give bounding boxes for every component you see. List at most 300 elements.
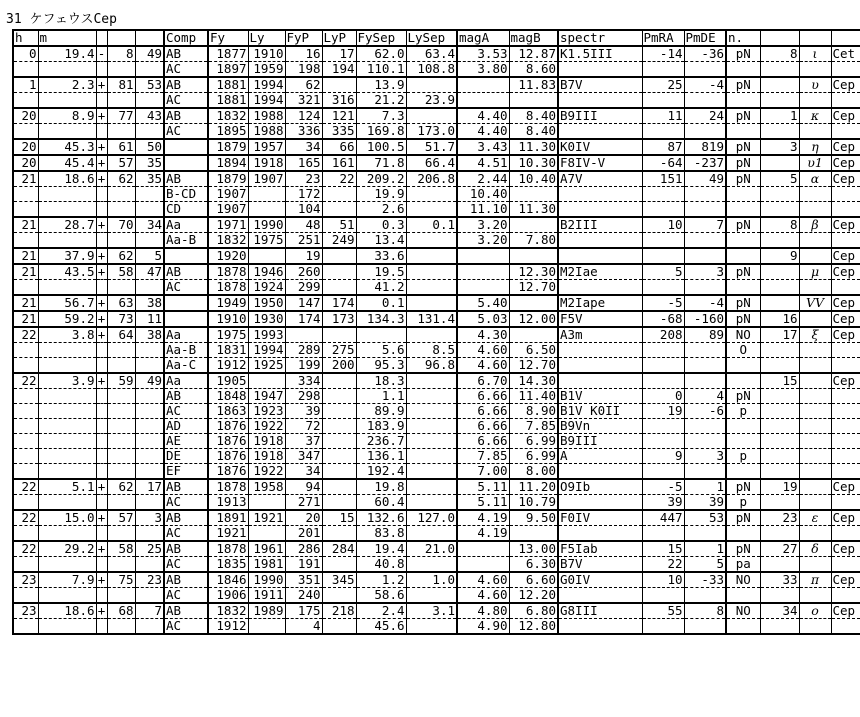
cell-col-maga: 5.11: [457, 495, 509, 511]
cell-col-m: [38, 404, 96, 419]
cell-col-constellation: Cep: [831, 510, 860, 526]
cell-col-dec-min: [135, 233, 164, 249]
cell-col-flamsteed: [760, 404, 799, 419]
cell-col-pmra: [642, 419, 684, 434]
table-row: [13, 217, 860, 233]
cell-col-magb: 8.90: [509, 404, 558, 419]
cell-col-dec-deg: [107, 187, 135, 202]
cell-col-pmra: -14: [642, 46, 684, 62]
cell-col-h: [13, 434, 38, 449]
cell-col-lyp: [322, 77, 356, 93]
cell-col-constellation: [831, 434, 860, 449]
cell-col-lysep: 63.4: [406, 46, 457, 62]
cell-col-bayer: [799, 526, 831, 542]
cell-col-dec-min: 50: [135, 139, 164, 155]
cell-col-dec-min: 38: [135, 295, 164, 311]
cell-col-magb: [509, 295, 558, 311]
cell-col-lysep: [406, 202, 457, 218]
cell-col-fyp: 251: [285, 233, 322, 249]
cell-col-notes: NO: [726, 572, 760, 588]
cell-col-comp: AB: [164, 46, 208, 62]
cell-col-fysep: 7.3: [356, 108, 406, 124]
cell-col-sign: +: [97, 327, 106, 342]
column-header-col-fyp: FyP: [285, 30, 322, 46]
cell-col-spectr: F5Iab: [558, 541, 642, 557]
cell-col-ly: 1959: [248, 62, 285, 78]
cell-col-maga: 10.40: [457, 187, 509, 202]
table-row: [13, 419, 860, 434]
cell-col-sign: +: [97, 217, 106, 232]
table-row: [13, 434, 860, 449]
cell-col-maga: 11.10: [457, 202, 509, 218]
cell-col-h: 22: [13, 510, 38, 526]
cell-col-comp: EF: [164, 464, 208, 480]
cell-col-flamsteed: [760, 389, 799, 404]
cell-col-bayer: [799, 588, 831, 604]
cell-col-lysep: 1.0: [406, 572, 457, 588]
cell-col-notes: [726, 588, 760, 604]
cell-col-dec-deg: [107, 343, 135, 358]
cell-col-comp: AB: [164, 479, 208, 495]
cell-col-bayer: μ: [799, 264, 831, 280]
cell-col-pmde: 89: [684, 327, 726, 343]
cell-col-fyp: 48: [285, 217, 322, 233]
cell-col-dec-deg: [107, 280, 135, 296]
cell-col-h: [13, 93, 38, 109]
cell-col-magb: 8.00: [509, 464, 558, 480]
cell-col-maga: 3.43: [457, 139, 509, 155]
cell-col-notes: NO: [726, 327, 760, 343]
cell-col-fyp: 147: [285, 295, 322, 311]
cell-col-lysep: [406, 464, 457, 480]
cell-col-ly: 1918: [248, 434, 285, 449]
cell-col-fysep: 21.2: [356, 93, 406, 109]
cell-col-dec-min: 35: [135, 171, 164, 187]
cell-col-dec-deg: [107, 419, 135, 434]
cell-col-h: 20: [13, 155, 38, 171]
cell-col-magb: 12.30: [509, 264, 558, 280]
cell-col-pmra: [642, 62, 684, 78]
cell-col-lyp: 15: [322, 510, 356, 526]
cell-col-magb: 12.00: [509, 311, 558, 327]
cell-col-sign: [96, 557, 107, 573]
cell-col-pmde: 3: [684, 449, 726, 464]
cell-col-spectr: F5V: [558, 311, 642, 327]
cell-col-maga: 6.66: [457, 434, 509, 449]
cell-col-sign: [96, 358, 107, 374]
cell-col-ly: 1990: [248, 217, 285, 233]
cell-col-h: 22: [13, 479, 38, 495]
column-header-col-comp: Comp: [164, 30, 208, 46]
cell-col-ly: 1993: [248, 327, 285, 343]
cell-col-spectr: [558, 233, 642, 249]
cell-col-m: [38, 434, 96, 449]
cell-col-ly: [248, 495, 285, 511]
cell-col-lysep: 66.4: [406, 155, 457, 171]
cell-col-bayer: [799, 248, 831, 264]
cell-col-maga: [457, 280, 509, 296]
cell-col-notes: pN: [726, 155, 760, 171]
cell-col-fy: 1878: [208, 479, 248, 495]
cell-col-lysep: [406, 495, 457, 511]
cell-col-constellation: [831, 358, 860, 374]
cell-col-pmra: 11: [642, 108, 684, 124]
cell-col-pmra: [642, 619, 684, 635]
cell-col-notes: [726, 124, 760, 140]
cell-col-spectr: [558, 358, 642, 374]
cell-col-notes: pN: [726, 295, 760, 311]
cell-col-flamsteed: [760, 619, 799, 635]
cell-col-pmde: 1: [684, 479, 726, 495]
cell-col-spectr: [558, 248, 642, 264]
column-header-col-h: h: [13, 30, 38, 46]
cell-col-bayer: [799, 280, 831, 296]
cell-col-lyp: 174: [322, 295, 356, 311]
cell-col-magb: 11.40: [509, 389, 558, 404]
cell-col-constellation: [831, 124, 860, 140]
cell-col-constellation: [831, 404, 860, 419]
cell-col-ly: 1975: [248, 233, 285, 249]
cell-col-constellation: [831, 557, 860, 573]
cell-col-spectr: [558, 124, 642, 140]
cell-col-magb: 6.99: [509, 449, 558, 464]
cell-col-magb: 8.40: [509, 108, 558, 124]
cell-col-comp: AB: [164, 389, 208, 404]
cell-col-pmra: 9: [642, 449, 684, 464]
cell-col-constellation: [831, 62, 860, 78]
cell-col-fysep: 33.6: [356, 248, 406, 264]
cell-col-m: [38, 62, 96, 78]
table-row: [13, 358, 860, 374]
cell-col-fyp: 347: [285, 449, 322, 464]
cell-col-fysep: 45.6: [356, 619, 406, 635]
cell-col-pmra: [642, 358, 684, 374]
cell-col-lyp: 335: [322, 124, 356, 140]
cell-col-h: 22: [13, 541, 38, 557]
cell-col-comp: AB: [164, 603, 208, 619]
cell-col-fy: 1895: [208, 124, 248, 140]
cell-col-comp: [164, 295, 208, 311]
cell-col-pmra: [642, 187, 684, 202]
table-row: [13, 311, 860, 327]
cell-col-notes: p: [726, 404, 760, 419]
cell-col-fyp: 174: [285, 311, 322, 327]
cell-col-notes: pN: [726, 541, 760, 557]
cell-col-pmra: -68: [642, 311, 684, 327]
cell-col-magb: 8.60: [509, 62, 558, 78]
cell-col-dec-deg: [107, 389, 135, 404]
cell-col-lyp: 316: [322, 93, 356, 109]
cell-col-dec-deg: [107, 404, 135, 419]
cell-col-lysep: [406, 77, 457, 93]
cell-col-spectr: [558, 93, 642, 109]
cell-col-maga: [457, 557, 509, 573]
cell-col-dec-deg: 68: [107, 603, 135, 619]
cell-col-dec-min: [135, 93, 164, 109]
cell-col-maga: 7.00: [457, 464, 509, 480]
cell-col-spectr: K1.5III: [558, 46, 642, 62]
cell-col-h: [13, 464, 38, 480]
cell-col-fyp: 20: [285, 510, 322, 526]
cell-col-fyp: 172: [285, 187, 322, 202]
cell-col-lyp: [322, 464, 356, 480]
cell-col-magb: [509, 217, 558, 233]
cell-col-comp: AC: [164, 93, 208, 109]
cell-col-flamsteed: [760, 77, 799, 93]
cell-col-spectr: [558, 373, 642, 389]
cell-col-dec-deg: 58: [107, 264, 135, 280]
cell-col-constellation: Cet: [831, 46, 860, 62]
cell-col-pmde: [684, 187, 726, 202]
column-header-col-notes: n.: [726, 30, 760, 46]
cell-col-magb: 10.79: [509, 495, 558, 511]
cell-col-fy: 1881: [208, 77, 248, 93]
cell-col-fyp: 321: [285, 93, 322, 109]
cell-col-h: [13, 419, 38, 434]
cell-col-fy: 1881: [208, 93, 248, 109]
cell-col-m: [38, 619, 96, 635]
table-row: [13, 62, 860, 78]
cell-col-fysep: 134.3: [356, 311, 406, 327]
cell-col-h: 21: [13, 295, 38, 311]
cell-col-h: [13, 280, 38, 296]
cell-col-flamsteed: 3: [760, 139, 799, 155]
cell-col-lysep: [406, 389, 457, 404]
cell-col-lyp: [322, 434, 356, 449]
cell-col-lysep: 108.8: [406, 62, 457, 78]
cell-col-dec-deg: 59: [107, 373, 135, 389]
cell-col-maga: [457, 77, 509, 93]
cell-col-lysep: 21.0: [406, 541, 457, 557]
cell-col-notes: [726, 280, 760, 296]
cell-col-fysep: 19.8: [356, 479, 406, 495]
cell-col-bayer: [799, 93, 831, 109]
cell-col-pmde: [684, 526, 726, 542]
cell-col-flamsteed: [760, 202, 799, 218]
cell-col-dec-deg: [107, 62, 135, 78]
cell-col-flamsteed: 23: [760, 510, 799, 526]
cell-col-pmra: 151: [642, 171, 684, 187]
cell-col-pmde: -237: [684, 155, 726, 171]
cell-col-magb: 6.30: [509, 557, 558, 573]
cell-col-magb: 8.40: [509, 124, 558, 140]
cell-col-lysep: [406, 434, 457, 449]
cell-col-notes: [726, 233, 760, 249]
cell-col-comp: AC: [164, 557, 208, 573]
cell-col-fyp: 104: [285, 202, 322, 218]
cell-col-dec-min: [135, 449, 164, 464]
cell-col-h: 21: [13, 217, 38, 233]
cell-col-fy: 1878: [208, 264, 248, 280]
cell-col-h: [13, 62, 38, 78]
cell-col-pmra: 10: [642, 572, 684, 588]
cell-col-ly: 1925: [248, 358, 285, 374]
column-header-col-fy: Fy: [208, 30, 248, 46]
cell-col-ly: 1958: [248, 479, 285, 495]
cell-col-sign: [96, 464, 107, 480]
cell-col-sign: [96, 280, 107, 296]
cell-col-fysep: 41.2: [356, 280, 406, 296]
column-header-col-m: m: [38, 30, 96, 46]
cell-col-pmde: [684, 248, 726, 264]
cell-col-constellation: Cep: [831, 479, 860, 495]
cell-col-constellation: [831, 93, 860, 109]
cell-col-lyp: 17: [322, 46, 356, 62]
table-row: [13, 187, 860, 202]
cell-col-fy: 1877: [208, 46, 248, 62]
cell-col-pmra: [642, 248, 684, 264]
cell-col-sign: [96, 202, 107, 218]
cell-col-m: 59.2: [38, 311, 96, 327]
cell-col-lyp: [322, 264, 356, 280]
column-header-col-spectr: spectr: [558, 30, 642, 46]
cell-col-fyp: 260: [285, 264, 322, 280]
cell-col-notes: pN: [726, 171, 760, 187]
cell-col-sign: +: [97, 108, 106, 123]
cell-col-maga: 3.80: [457, 62, 509, 78]
cell-col-magb: 7.80: [509, 233, 558, 249]
cell-col-fy: 1971: [208, 217, 248, 233]
cell-col-flamsteed: 19: [760, 479, 799, 495]
cell-col-pmde: [684, 373, 726, 389]
cell-col-pmra: -64: [642, 155, 684, 171]
cell-col-ly: 1918: [248, 449, 285, 464]
cell-col-pmra: 15: [642, 541, 684, 557]
cell-col-sign: [96, 588, 107, 604]
cell-col-maga: 4.60: [457, 572, 509, 588]
cell-col-sign: +: [97, 171, 106, 186]
cell-col-fyp: 199: [285, 358, 322, 374]
cell-col-fysep: 83.8: [356, 526, 406, 542]
cell-col-dec-min: 43: [135, 108, 164, 124]
cell-col-lysep: 3.1: [406, 603, 457, 619]
cell-col-comp: AB: [164, 77, 208, 93]
cell-col-dec-deg: 57: [107, 510, 135, 526]
cell-col-flamsteed: [760, 434, 799, 449]
cell-col-lysep: 127.0: [406, 510, 457, 526]
cell-col-comp: [164, 248, 208, 264]
cell-col-fysep: 19.5: [356, 264, 406, 280]
cell-col-sign: [96, 619, 107, 635]
cell-col-notes: [726, 373, 760, 389]
cell-col-comp: Aa: [164, 373, 208, 389]
cell-col-constellation: [831, 495, 860, 511]
cell-col-lysep: [406, 108, 457, 124]
cell-col-constellation: [831, 202, 860, 218]
cell-col-constellation: Cep: [831, 327, 860, 343]
cell-col-bayer: [799, 124, 831, 140]
cell-col-dec-deg: 61: [107, 139, 135, 155]
cell-col-sign: +: [97, 77, 106, 92]
cell-col-magb: 12.70: [509, 280, 558, 296]
cell-col-dec-min: [135, 588, 164, 604]
table-row: [13, 373, 860, 389]
cell-col-lyp: 161: [322, 155, 356, 171]
cell-col-ly: 1922: [248, 419, 285, 434]
cell-col-dec-min: 5: [135, 248, 164, 264]
cell-col-h: 21: [13, 248, 38, 264]
cell-col-bayer: υ1: [799, 155, 831, 171]
cell-col-comp: AC: [164, 124, 208, 140]
cell-col-maga: 4.60: [457, 343, 509, 358]
cell-col-fysep: 62.0: [356, 46, 406, 62]
cell-col-magb: 6.80: [509, 603, 558, 619]
cell-col-flamsteed: [760, 62, 799, 78]
cell-col-bayer: [799, 343, 831, 358]
cell-col-h: [13, 404, 38, 419]
cell-col-m: [38, 280, 96, 296]
cell-col-comp: AB: [164, 572, 208, 588]
cell-col-bayer: [799, 479, 831, 495]
cell-col-ly: [248, 373, 285, 389]
cell-col-ly: 1907: [248, 171, 285, 187]
cell-col-maga: 6.66: [457, 389, 509, 404]
cell-col-pmde: [684, 280, 726, 296]
cell-col-pmde: [684, 588, 726, 604]
column-header-col-bayer: [799, 30, 831, 46]
cell-col-fysep: 183.9: [356, 419, 406, 434]
cell-col-m: [38, 233, 96, 249]
cell-col-dec-min: [135, 62, 164, 78]
cell-col-fysep: 40.8: [356, 557, 406, 573]
cell-col-spectr: [558, 495, 642, 511]
cell-col-fy: 1921: [208, 526, 248, 542]
cell-col-dec-min: 7: [135, 603, 164, 619]
cell-col-pmde: 8: [684, 603, 726, 619]
cell-col-dec-deg: [107, 557, 135, 573]
cell-col-h: [13, 557, 38, 573]
cell-col-maga: 2.44: [457, 171, 509, 187]
cell-col-sign: [96, 389, 107, 404]
cell-col-dec-deg: [107, 124, 135, 140]
table-row: [13, 139, 860, 155]
cell-col-dec-deg: 73: [107, 311, 135, 327]
cell-col-fyp: 351: [285, 572, 322, 588]
cell-col-dec-min: [135, 526, 164, 542]
cell-col-sign: +: [97, 603, 106, 618]
cell-col-comp: CD: [164, 202, 208, 218]
cell-col-bayer: κ: [799, 108, 831, 124]
cell-col-h: [13, 358, 38, 374]
cell-col-flamsteed: [760, 93, 799, 109]
column-header-col-pmde: PmDE: [684, 30, 726, 46]
cell-col-maga: [457, 541, 509, 557]
cell-col-h: 21: [13, 264, 38, 280]
cell-col-lyp: [322, 419, 356, 434]
cell-col-fyp: 286: [285, 541, 322, 557]
cell-col-bayer: [799, 187, 831, 202]
cell-col-lysep: 131.4: [406, 311, 457, 327]
cell-col-dec-min: [135, 419, 164, 434]
cell-col-ly: 1911: [248, 588, 285, 604]
cell-col-m: [38, 124, 96, 140]
cell-col-m: [38, 419, 96, 434]
cell-col-bayer: α: [799, 171, 831, 187]
cell-col-lysep: [406, 419, 457, 434]
cell-col-lysep: [406, 280, 457, 296]
table-row: [13, 449, 860, 464]
cell-col-lyp: [322, 526, 356, 542]
cell-col-fyp: 94: [285, 479, 322, 495]
cell-col-pmde: 3: [684, 264, 726, 280]
cell-col-notes: pN: [726, 311, 760, 327]
cell-col-fyp: 23: [285, 171, 322, 187]
cell-col-m: 15.0: [38, 510, 96, 526]
cell-col-notes: pN: [726, 264, 760, 280]
cell-col-notes: O: [726, 343, 760, 358]
cell-col-magb: 12.87: [509, 46, 558, 62]
cell-col-flamsteed: 1: [760, 108, 799, 124]
